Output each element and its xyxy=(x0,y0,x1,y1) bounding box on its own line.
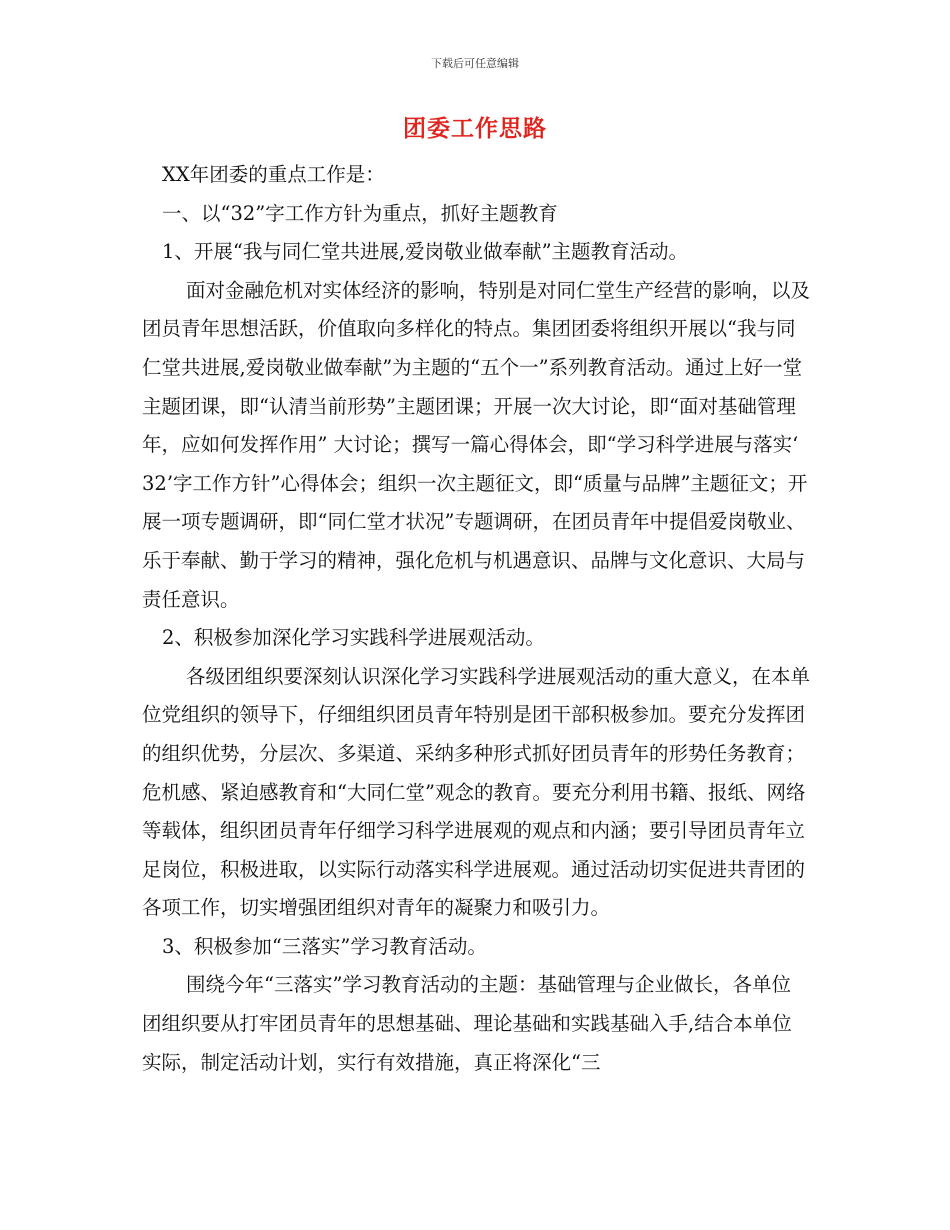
paragraph: 面对金融危机对实体经济的影响，特别是对同仁堂生产经营的影响，以及团员青年思想活跃，价值取向多样化的特点。集团团委将组织开展以“我与同仁堂共进展,爱岗敬业做奉献”为主题的“五个一”系列教育活动。通过上好一堂主题团课，即“认清当前形势”主题团课；开展一次大讨论，即“面对基础管理年，应如何发挥作用” 大讨论；撰写一篇心得体会，即“学习科学进展与落实‘32’字工作方针”心得体会；组织一次主题征文，即“质量与品牌”主题征文；开展一项专题调研，即“同仁堂才状况”专题调研，在团员青年中提倡爱岗敬业、乐于奉献、勤于学习的精神，强化危机与机遇意识、品牌与文化意识、大局与责任意识。 xyxy=(142,278,811,611)
paragraph: 1、开展“我与同仁堂共进展,爱岗敬业做奉献”主题教育活动。 xyxy=(162,240,689,264)
document-body xyxy=(142,156,810,1082)
paragraph: 3、积极参加“三落实”学习教育活动。 xyxy=(162,934,487,958)
paragraph: 2、积极参加深化学习实践科学进展观活动。 xyxy=(162,626,545,650)
header-note: 下载后可任意编辑 xyxy=(431,57,519,70)
paragraph: 围绕今年“三落实”学习教育活动的主题：基础管理与企业做长，各单位团组织要从打牢团员青年的思想基础、理论基础和实践基础入手,结合本单位实际，制定活动计划，实行有效措施，真正将深化“三 xyxy=(142,973,792,1074)
document-title: 团委工作思路 xyxy=(403,116,547,142)
paragraph: 各级团组织要深刻认识深化学习实践科学进展观活动的重大意义，在本单位党组织的领导下，仔细组织团员青年特别是团干部积极参加。要充分发挥团的组织优势，分层次、多渠道、采纳多种形式抓好团员青年的形势任务教育；危机感、紧迫感教育和“大同仁堂”观念的教育。要充分利用书籍、报纸、网络等载体，组织团员青年仔细学习科学进展观的观点和内涵；要引导团员青年立足岗位，积极进取，以实际行动落实科学进展观。通过活动切实促进共青团的各项工作，切实增强团组织对青年的凝聚力和吸引力。 xyxy=(142,664,811,920)
paragraph: 一、以“32”字工作方针为重点，抓好主题教育 xyxy=(162,201,558,225)
paragraph: XX年团委的重点工作是： xyxy=(162,163,385,186)
